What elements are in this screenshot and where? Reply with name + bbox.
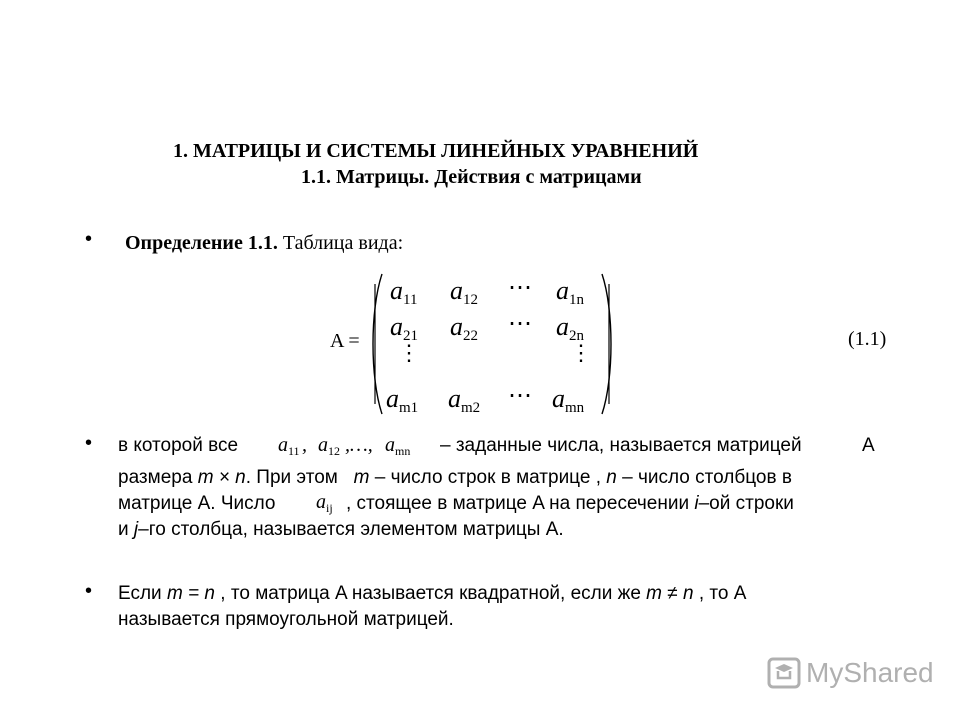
para1-line1c: A xyxy=(862,435,875,456)
matrix-vdots: ⋮ xyxy=(398,341,420,366)
math-amn: $a_{mn}$ xyxy=(385,434,411,458)
matrix-entry: $a_{m1}$ xyxy=(386,384,419,416)
para1-line3a: матрице A. Число xyxy=(118,493,276,514)
chapter-title: 1. МАТРИЦЫ И СИСТЕМЫ ЛИНЕЙНЫХ УРАВНЕНИЙ xyxy=(173,140,699,162)
math-comma: , xyxy=(302,434,307,456)
matrix-label: A = xyxy=(330,330,360,352)
para2-line1: Если m = n , то матрица A называется квадратной, если же m ≠ n , то A xyxy=(118,583,747,604)
definition-line xyxy=(125,230,403,256)
right-paren xyxy=(602,274,611,414)
matrix-entry: $a_{11}$ xyxy=(390,276,418,308)
para1-line1a: в которой все xyxy=(118,435,239,456)
para2-line2: называется прямоугольной матрицей. xyxy=(118,609,454,630)
matrix-hdots: ⋯ xyxy=(508,311,532,337)
para1-line4: и j–го столбца, называется элементом матрицы A. xyxy=(118,519,564,540)
matrix-entry: $a_{22}$ xyxy=(450,312,478,344)
math-a12: $a_{12}$ xyxy=(318,434,340,458)
math-a11: $a_{11}$ xyxy=(278,434,300,458)
matrix-entry: $a_{m2}$ xyxy=(448,384,481,416)
math-ellipsis: ,…, xyxy=(345,434,373,456)
bullet: • xyxy=(85,228,93,250)
matrix-hdots: ⋯ xyxy=(508,275,532,301)
matrix-entry: $a_{2n}$ xyxy=(556,312,584,344)
definition-text: Таблица вида: xyxy=(277,232,404,254)
para1-line2: размера m × n. При этом m – число строк в матрице , n – число столбцов в xyxy=(118,467,792,488)
bullet: • xyxy=(85,432,93,454)
watermark-logo: MyShared xyxy=(806,657,934,688)
para1-line3b: , стоящее в матрице A на пересечении i–ой строки xyxy=(346,493,794,514)
matrix-entry: $a_{21}$ xyxy=(390,312,418,344)
matrix-entry: $a_{mn}$ xyxy=(552,384,585,416)
math-aij: $a_{ij}$ xyxy=(316,491,333,515)
matrix-entry: $a_{1n}$ xyxy=(556,276,584,308)
matrix-vdots: ⋮ xyxy=(570,341,592,366)
bullet: • xyxy=(85,580,93,602)
section-title: 1.1. Матрицы. Действия с матрицами xyxy=(301,166,642,188)
equation-number: (1.1) xyxy=(848,328,887,350)
definition-label: Определение 1.1. xyxy=(125,232,278,254)
left-paren xyxy=(373,274,382,414)
matrix-entry: $a_{12}$ xyxy=(450,276,478,308)
matrix-hdots: ⋯ xyxy=(508,383,532,409)
para1-line1b: – заданные числа, называется матрицей xyxy=(440,435,802,456)
mortarboard-icon xyxy=(766,656,802,690)
